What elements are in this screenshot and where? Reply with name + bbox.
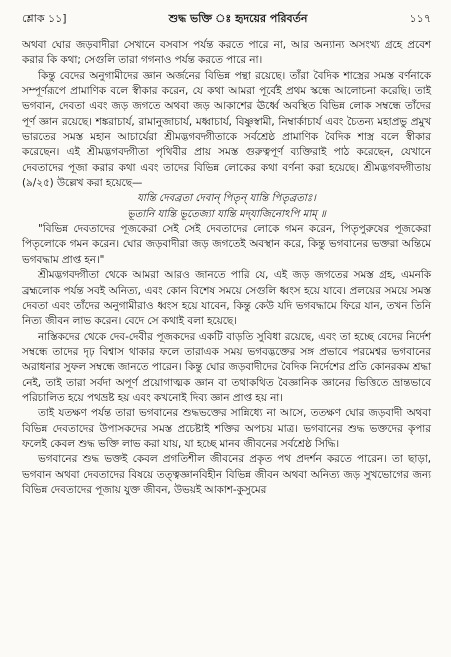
paragraph: ভগবানের শুদ্ধ ভক্তই কেবল প্রগতিশীল জীবনের প্রকৃত পথ প্রদর্শন করতে পারেন। তা ছাড়া, ভগবান অথবা দেবতাদের বিষয়ে তত্ত্বজ্ঞানবিহীন বিভিন্ন জীবন অথবা অনিত্য জড় সুখভোগের জন্য বিভিন্ন দেবতাদের পূজায় যুক্ত জীবন, উভয়ই আকাশ-কুসুমের (22, 453, 431, 496)
page-number: ১১৭ (409, 12, 431, 25)
paragraph: তাই যতক্ষণ পর্যন্ত তারা ভগবানের শুদ্ধভক্তের সান্নিধ্যে না আসে, ততক্ষণ ঘোর জড়বাদী অথবা বিভিন্ন দেবতাদের উপাসকদের সমস্ত প্রচেষ্টাই শক্তির অপচয় মাত্র। ভগবানের শুদ্ধ ভক্তদের কৃপার ফলেই কেবল শুদ্ধ ভক্তি লাভ করা যায়, যা হচ্ছে মানব জীবনের সর্বশ্রেষ্ঠ সিদ্ধি। (22, 407, 431, 450)
page-body (22, 38, 431, 498)
chapter-title: শুদ্ধ ভক্তি ঃ হৃদয়ের পরিবর্তন (168, 12, 308, 25)
paragraph: অথবা ঘোর জড়বাদীরা সেখানে বসবাস পর্যন্ত করতে পারে না, আর অন্যান্য অসংখ্য গ্রহে প্রবেশ করার কি কথা; সেগুলি তারা গগনাও পর্যন্ত করতে পারে না। (22, 39, 431, 67)
verse-translation: "বিভিন্ন দেবতাদের পূজকেরা সেই সেই দেবতাদের লোকে গমন করেন, পিতৃপুরুষের পূজকেরা পিতৃলোকে গমন করেন। ঘোর জড়বাদীরা জড় জগতেই অবস্থান করে, কিন্তু ভগবানের ভক্তরা অন্তিমে ভগবদ্ধাম প্রাপ্ত হন।" (22, 223, 431, 266)
verse-line: যান্তি দেবব্রতা দেবান্ পিতৃন্ যান্তি পিতৃব্রতাঃ। (137, 193, 316, 205)
page-header (22, 0, 431, 36)
paragraph: কিন্তু বেদের অনুগামীদের জ্ঞান অর্জনের বিভিন্ন পন্থা রয়েছে। তাঁরা বৈদিক শাস্ত্রের সমস্ত বর্ণনাকে সম্পূর্ণরূপে প্রামাণিক বলে স্বীকার করেন, যে কথা আমরা পূর্বেই প্রথম স্কন্ধে আলোচনা করেছি। তাই ভগবান, দেবতা এবং জড় জগতে অথবা জড় আকাশের ঊর্ধ্বে অবস্থিত বিভিন্ন লোক সম্বন্ধে তাঁদের পূর্ণ জ্ঞান রয়েছে। শঙ্করাচার্য, রামানুজাচার্য, মধ্বাচার্য, বিষ্ণুস্বামী, নিম্বার্কাচার্য এবং চৈতন্য মহাপ্রভু প্রমুখ ভারতের সমস্ত মহান আচার্যেরা শ্রীমদ্ভগবদ্গীতাকে সর্বশ্রেষ্ঠ প্রামাণিক বৈদিক শাস্ত্র বলে স্বীকার করেছেন। এই শ্রীমদ্ভগবদ্গীতা পৃথিবীর প্রায় সমস্ত গুরুত্বপূর্ণ ব্যক্তিরাই পাঠ করেছেন, যেখানে দেবতাদের পূজা করার কথা এবং তাদের বিভিন্ন লোকের কথা বর্ণনা করা হয়েছে। শ্রীমদ্ভগবদ্গীতায় (৯/২৫) উল্লেখ করা হয়েছে— (22, 69, 431, 190)
sanskrit-verse (22, 191, 431, 222)
verse-line: ভূতানি যান্তি ভূতেজ্যা যান্তি মদ্‌যাজিনোঽপি মাম্ ॥ (127, 208, 326, 220)
verse-reference: শ্লোক ১১] (22, 12, 67, 25)
paragraph: শ্রীমদ্ভগবদ্গীতা থেকে আমরা আরও জানতে পারি যে, এই জড় জগতের সমস্ত গ্রহ, এমনকি ব্রহ্মলোক পর্যন্ত সবই অনিত্য, এবং কোন বিশেষ সময়ে সেগুলি ধ্বংস হয়ে যাবে। প্রলয়ের সময়ে সমস্ত দেবতা এবং তাঁদের অনুগামীরাও ধ্বংস হয়ে যাবেন, কিন্তু কেউ যদি ভগবদ্ধামে ফিরে যান, তখন তিনি নিত্য জীবন লাভ করেন। বেদে সে কথাই বলা হয়েছে। (22, 269, 431, 328)
paragraph: নাস্তিকদের থেকে দেব-দেবীর পূজকদের একটি বাড়তি সুবিধা রয়েছে, এবং তা হচ্ছে বেদের নির্দেশ সম্বন্ধে তাদের দৃঢ় বিশ্বাস থাকার ফলে তারাএক সময় ভগবদ্ভক্তের সঙ্গ প্রভাবে পরমেশ্বর ভগবানের অরাধনার সুফল সম্বন্ধে জানতে পারেন। কিন্তু ঘোর জড়বাদীদের বৈদিক নির্দেশের প্রতি কোনরকম শ্রদ্ধা নেই, তাই তারা সর্বদা অপূর্ণ প্রয়োগাত্মক জ্ঞান বা তথাকথিত বৈজ্ঞানিক জ্ঞানের ভিত্তিতে ভ্রান্তভাবে পরিচালিত হয়ে পথভ্রষ্ট হয় এবং কখনোই দিব্য জ্ঞান প্রাপ্ত হয় না। (22, 330, 431, 404)
